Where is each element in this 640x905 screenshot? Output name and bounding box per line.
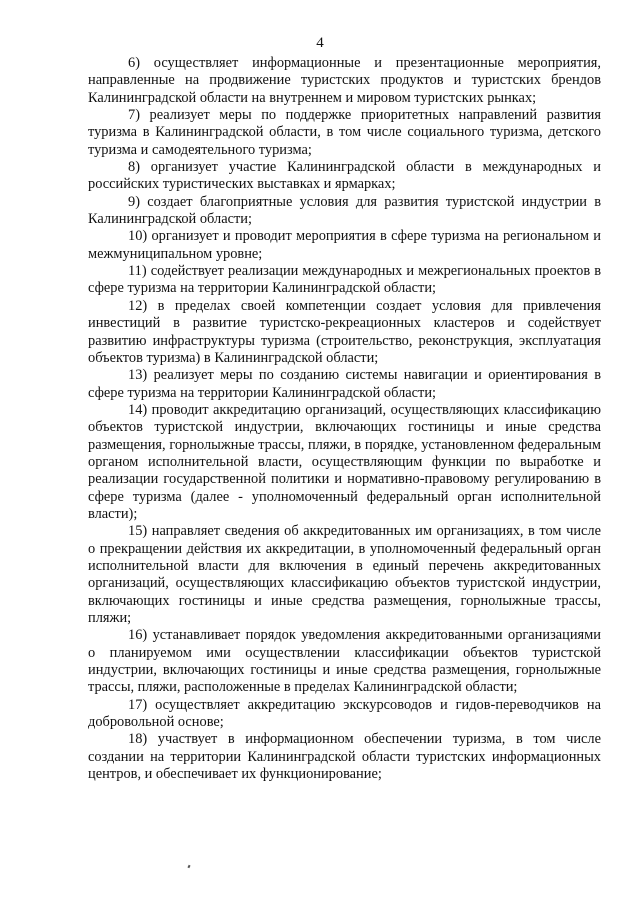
paragraph-item-11: 11) содействует реализации международных и межрегиональных проектов в сфере туризма на территории Калининградской области; <box>88 263 601 297</box>
paragraph-item-10: 10) организует и проводит мероприятия в сфере туризма на региональном и межмуниципальном уровне; <box>88 228 601 262</box>
document-body <box>88 55 601 783</box>
paragraph-item-6: 6) осуществляет информационные и презентационные мероприятия, направленные на продвижение туристских продуктов и туристских брендов Калининградской области на внутреннем и мировом туристских рынках; <box>88 55 601 106</box>
paragraph-item-17: 17) осуществляет аккредитацию экскурсоводов и гидов-переводчиков на добровольной основе; <box>88 696 601 731</box>
paragraph-item-14: 14) проводит аккредитацию организаций, осуществляющих классификацию объектов туристской индустрии, включающих гостиницы и иные средства размещения, горнолыжные трассы, пляжи, в порядке, установленном федеральным органом исполнительной власти, осуществляющим функции по выработке и реализации государственной политики и нормативно-правовому регулированию в сфере туризма (далее - уполномоченный федеральный орган исполнительной власти); <box>88 401 601 522</box>
scan-speck <box>187 865 190 869</box>
paragraph-item-16: 16) устанавливает порядок уведомления аккредитованными организациями о планируемом ими осуществлении классификации объектов туристской индустрии, включающих гостиницы и иные средства размещения, горнолыжные трассы, пляжи, расположенные в пределах Калининградской области; <box>88 627 601 696</box>
paragraph-item-13: 13) реализует меры по созданию системы навигации и ориентирования в сфере туризма на территории Калининградской области; <box>88 367 601 401</box>
page-number: 4 <box>316 35 324 51</box>
paragraph-item-18: 18) участвует в информационном обеспечении туризма, в том числе создании на территории Калининградской области туристских информационных центров, и обеспечивает их функционирование; <box>88 731 601 783</box>
paragraph-item-7: 7) реализует меры по поддержке приоритетных направлений развития туризма в Калининградской области, в том числе социального туризма, детского туризма и самодеятельного туризма; <box>88 107 601 158</box>
paragraph-item-15: 15) направляет сведения об аккредитованных им организациях, в том числе о прекращении действия их аккредитации, в уполномоченный федеральный орган исполнительной власти для включения в единый перечень аккредитованных организаций, осуществляющих классификацию объектов туристской индустрии, включающих гостиницы и иные средства размещения, горнолыжные трассы, пляжи; <box>88 523 601 626</box>
paragraph-item-9: 9) создает благоприятные условия для развития туристской индустрии в Калининградской области; <box>88 193 601 228</box>
paragraph-item-8: 8) организует участие Калининградской области в международных и российских туристических выставках и ярмарках; <box>88 159 601 193</box>
paragraph-item-12: 12) в пределах своей компетенции создает условия для привлечения инвестиций в развитие туристско-рекреационных кластеров и содействует развитию инфраструктуры туризма (строительство, реконструкция, эксплуатация объектов туризма) в Калининградской области; <box>88 297 601 366</box>
